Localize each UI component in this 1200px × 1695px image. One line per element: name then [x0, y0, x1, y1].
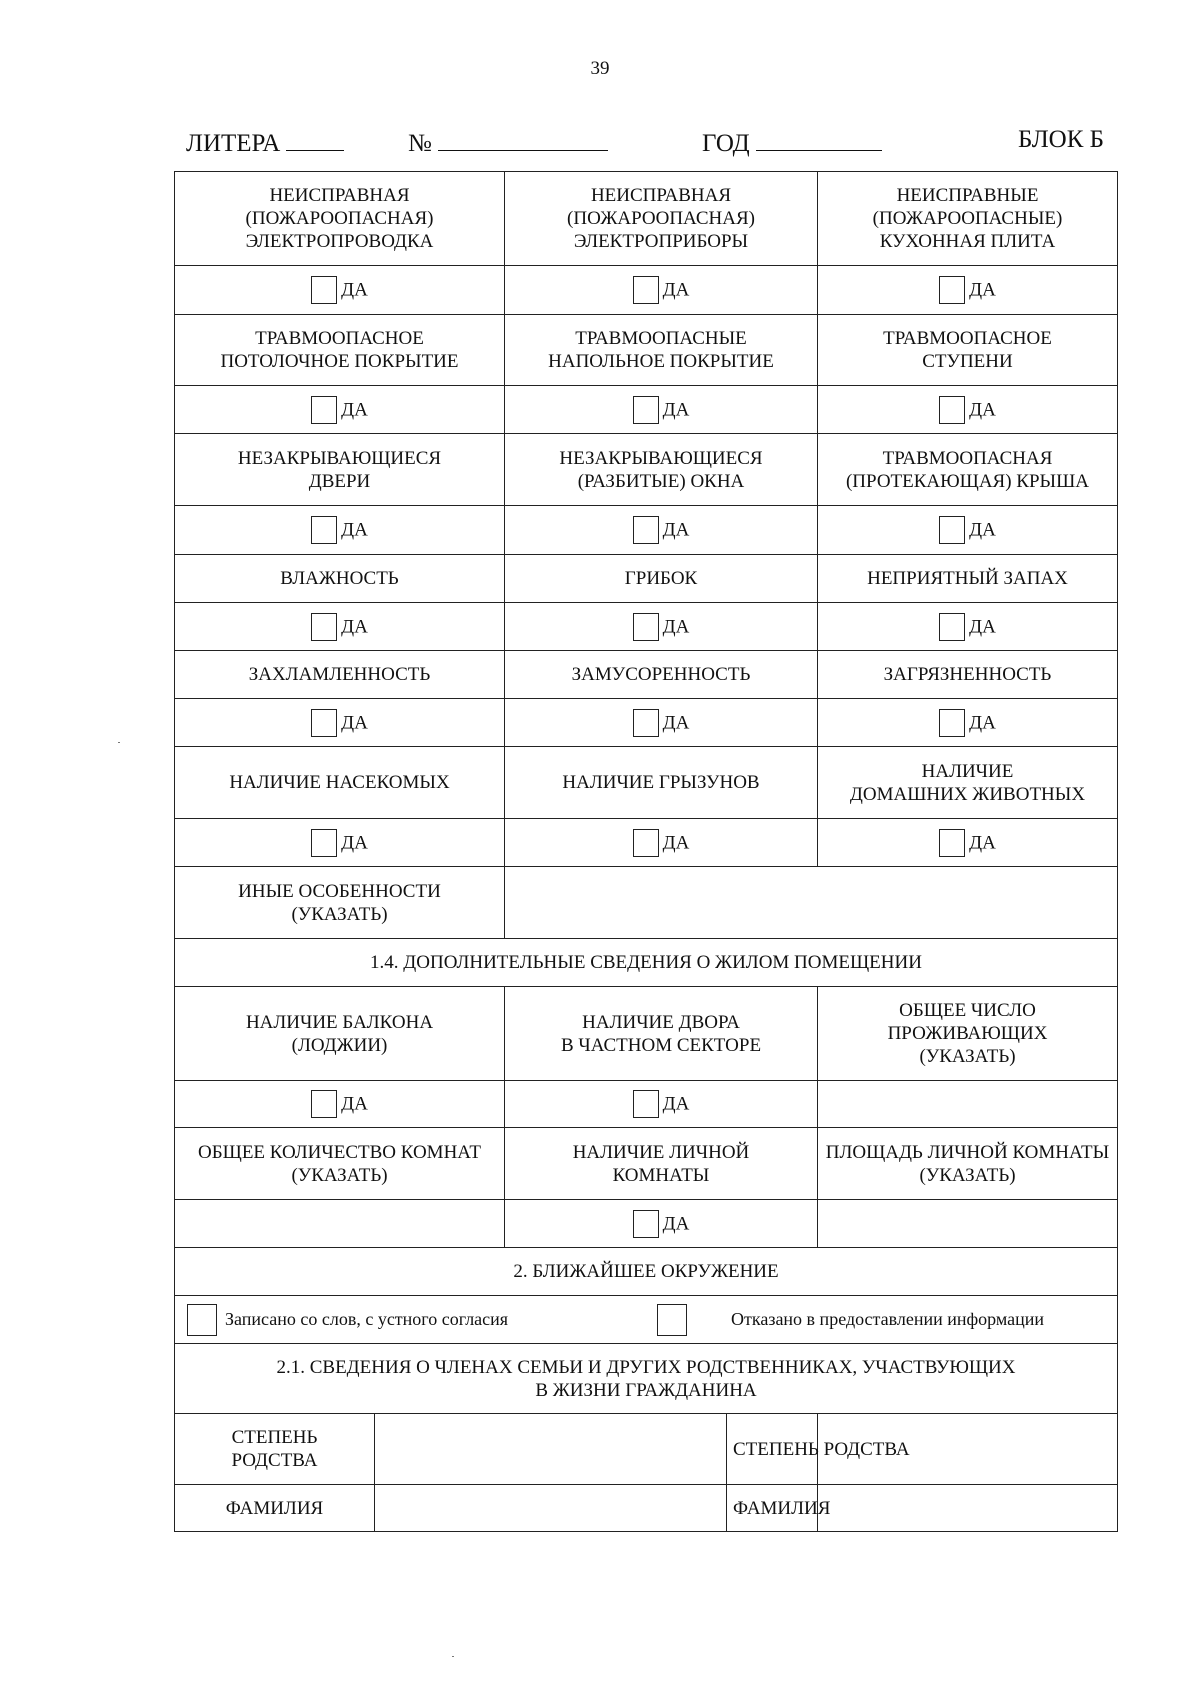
check-faulty-stove — [818, 266, 1118, 315]
checkbox[interactable] — [657, 1304, 687, 1336]
checkbox[interactable] — [939, 709, 965, 737]
consent-refused — [657, 1304, 1044, 1336]
yes-label: ДА — [341, 519, 368, 541]
section-2-1-heading: 2.1. СВЕДЕНИЯ О ЧЛЕНАХ СЕМЬИ И ДРУГИХ РОДСТВЕННИКАХ, УЧАСТВУЮЩИХ В ЖИЗНИ ГРАЖДАНИНА — [175, 1344, 1118, 1414]
litera-field — [186, 126, 344, 158]
label-broken-windows: НЕЗАКРЫВАЮЩИЕСЯ (РАЗБИТЫЕ) ОКНА — [505, 434, 818, 506]
section-1-4-heading: 1.4. ДОПОЛНИТЕЛЬНЫЕ СВЕДЕНИЯ О ЖИЛОМ ПОМЕЩЕНИИ — [175, 939, 1118, 987]
checkbox[interactable] — [939, 276, 965, 304]
checkbox[interactable] — [633, 516, 659, 544]
check-broken-windows — [505, 506, 818, 555]
yes-label: ДА — [341, 616, 368, 637]
check-fungus — [505, 603, 818, 651]
label-rooms-total: ОБЩЕЕ КОЛИЧЕСТВО КОМНАТ (УКАЗАТЬ) — [175, 1128, 505, 1200]
yes-label: ДА — [662, 399, 690, 420]
yes-label: ДА — [341, 712, 368, 733]
label-fungus: ГРИБОК — [505, 555, 818, 603]
yes-label: ДА — [662, 279, 690, 301]
checkbox[interactable] — [311, 1090, 337, 1118]
checkbox[interactable] — [633, 276, 659, 304]
label-clutter: ЗАХЛАМЛЕННОСТЬ — [175, 651, 505, 699]
other-features-value[interactable] — [505, 867, 1118, 939]
checkbox[interactable] — [939, 396, 965, 424]
checkbox[interactable] — [633, 1210, 659, 1238]
checkbox[interactable] — [633, 613, 659, 641]
survey-form-table — [174, 171, 1118, 1532]
checkbox[interactable] — [311, 276, 337, 304]
label-faulty-stove: НЕИСПРАВНЫЕ (ПОЖАРООПАСНЫЕ) КУХОННАЯ ПЛИТА — [818, 172, 1118, 266]
relation-left-value[interactable] — [375, 1414, 727, 1485]
label-hazardous-steps: ТРАВМООПАСНОЕ СТУПЕНИ — [818, 315, 1118, 386]
yes-label: ДА — [662, 712, 690, 733]
checkbox[interactable] — [311, 709, 337, 737]
check-yard — [505, 1081, 818, 1128]
label-insects: НАЛИЧИЕ НАСЕКОМЫХ — [175, 747, 505, 819]
checkbox[interactable] — [633, 396, 659, 424]
label-surname-left: ФАМИЛИЯ — [175, 1485, 375, 1532]
yes-label: ДА — [341, 1093, 368, 1115]
document-header — [186, 126, 1104, 160]
checkbox[interactable] — [633, 1090, 659, 1118]
check-personal-room — [505, 1200, 818, 1248]
check-rodents — [505, 819, 818, 867]
label-residents: ОБЩЕЕ ЧИСЛО ПРОЖИВАЮЩИХ (УКАЗАТЬ) — [818, 987, 1118, 1081]
number-blank[interactable] — [438, 126, 608, 151]
check-hazardous-floor — [505, 386, 818, 434]
scan-speck — [452, 1656, 454, 1657]
yes-label: ДА — [341, 832, 368, 853]
year-label: ГОД — [702, 130, 750, 157]
check-hazardous-steps — [818, 386, 1118, 434]
label-leaking-roof: ТРАВМООПАСНАЯ (ПРОТЕКАЮЩАЯ) КРЫША — [818, 434, 1118, 506]
yes-label: ДА — [969, 279, 996, 301]
yes-label: ДА — [969, 712, 996, 733]
checkbox[interactable] — [187, 1304, 217, 1336]
label-faulty-appliances: НЕИСПРАВНАЯ (ПОЖАРООПАСНАЯ) ЭЛЕКТРОПРИБОРЫ — [505, 172, 818, 266]
yes-label: ДА — [341, 399, 368, 420]
label-hazardous-floor: ТРАВМООПАСНЫЕ НАПОЛЬНОЕ ПОКРЫТИЕ — [505, 315, 818, 386]
checkbox[interactable] — [311, 829, 337, 857]
yes-label: ДА — [969, 399, 996, 420]
yes-label: ДА — [662, 1093, 690, 1115]
label-other-features: ИНЫЕ ОСОБЕННОСТИ (УКАЗАТЬ) — [175, 867, 505, 939]
section-2-heading: 2. БЛИЖАЙШЕЕ ОКРУЖЕНИЕ — [175, 1248, 1118, 1296]
label-balcony: НАЛИЧИЕ БАЛКОНА (ЛОДЖИИ) — [175, 987, 505, 1081]
room-area-value[interactable] — [818, 1200, 1118, 1248]
checkbox[interactable] — [311, 516, 337, 544]
label-hazardous-ceiling: ТРАВМООПАСНОЕ ПОТОЛОЧНОЕ ПОКРЫТИЕ — [175, 315, 505, 386]
yes-label: ДА — [662, 832, 690, 853]
yes-label: ДА — [969, 832, 996, 853]
label-relation-left: СТЕПЕНЬ РОДСТВА — [175, 1414, 375, 1485]
check-balcony — [175, 1081, 505, 1128]
rooms-total-value[interactable] — [175, 1200, 505, 1248]
check-insects — [175, 819, 505, 867]
consent-recorded — [187, 1304, 657, 1336]
label-relation-right: СТЕПЕНЬ РОДСТВА — [727, 1414, 818, 1485]
number-label: № — [408, 130, 432, 157]
number-field — [408, 126, 608, 158]
label-faulty-wiring: НЕИСПРАВНАЯ (ПОЖАРООПАСНАЯ) ЭЛЕКТРОПРОВОДКА — [175, 172, 505, 266]
checkbox[interactable] — [633, 829, 659, 857]
consent-recorded-label: Записано со слов, с устного согласия — [225, 1309, 509, 1329]
scan-speck — [118, 742, 120, 743]
block-label: БЛОК Б — [1017, 126, 1104, 153]
label-bad-smell: НЕПРИЯТНЫЙ ЗАПАХ — [818, 555, 1118, 603]
yes-label: ДА — [662, 1213, 690, 1234]
label-room-area: ПЛОЩАДЬ ЛИЧНОЙ КОМНАТЫ (УКАЗАТЬ) — [818, 1128, 1118, 1200]
check-hazardous-ceiling — [175, 386, 505, 434]
check-faulty-wiring — [175, 266, 505, 315]
label-surname-right: ФАМИЛИЯ — [727, 1485, 818, 1532]
yes-label: ДА — [341, 279, 368, 301]
label-unclosable-doors: НЕЗАКРЫВАЮЩИЕСЯ ДВЕРИ — [175, 434, 505, 506]
yes-label: ДА — [662, 519, 690, 541]
page-number: 39 — [590, 58, 610, 79]
year-blank[interactable] — [756, 126, 882, 151]
checkbox[interactable] — [633, 709, 659, 737]
check-unclosable-doors — [175, 506, 505, 555]
label-littering: ЗАМУСОРЕННОСТЬ — [505, 651, 818, 699]
litera-label: ЛИТЕРА — [186, 130, 281, 157]
year-field — [702, 126, 882, 158]
checkbox[interactable] — [939, 516, 965, 544]
check-littering — [505, 699, 818, 747]
surname-left-value[interactable] — [375, 1485, 727, 1532]
yes-label: ДА — [969, 519, 996, 541]
checkbox[interactable] — [939, 613, 965, 641]
surname-right-value[interactable] — [818, 1485, 1118, 1532]
yes-label: ДА — [969, 616, 996, 637]
consent-row — [175, 1296, 1118, 1344]
litera-blank[interactable] — [286, 126, 344, 151]
consent-refused-label: Отказано в предоставлении информации — [731, 1309, 1045, 1329]
label-humidity: ВЛАЖНОСТЬ — [175, 555, 505, 603]
label-dirtiness: ЗАГРЯЗНЕННОСТЬ — [818, 651, 1118, 699]
check-humidity — [175, 603, 505, 651]
residents-value[interactable] — [818, 1081, 1118, 1128]
label-pets: НАЛИЧИЕ ДОМАШНИХ ЖИВОТНЫХ — [818, 747, 1118, 819]
check-faulty-appliances — [505, 266, 818, 315]
label-yard: НАЛИЧИЕ ДВОРА В ЧАСТНОМ СЕКТОРЕ — [505, 987, 818, 1081]
check-dirtiness — [818, 699, 1118, 747]
check-clutter — [175, 699, 505, 747]
checkbox[interactable] — [311, 613, 337, 641]
check-leaking-roof — [818, 506, 1118, 555]
check-bad-smell — [818, 603, 1118, 651]
label-personal-room: НАЛИЧИЕ ЛИЧНОЙ КОМНАТЫ — [505, 1128, 818, 1200]
yes-label: ДА — [662, 616, 690, 637]
checkbox[interactable] — [939, 829, 965, 857]
check-pets — [818, 819, 1118, 867]
label-rodents: НАЛИЧИЕ ГРЫЗУНОВ — [505, 747, 818, 819]
checkbox[interactable] — [311, 396, 337, 424]
